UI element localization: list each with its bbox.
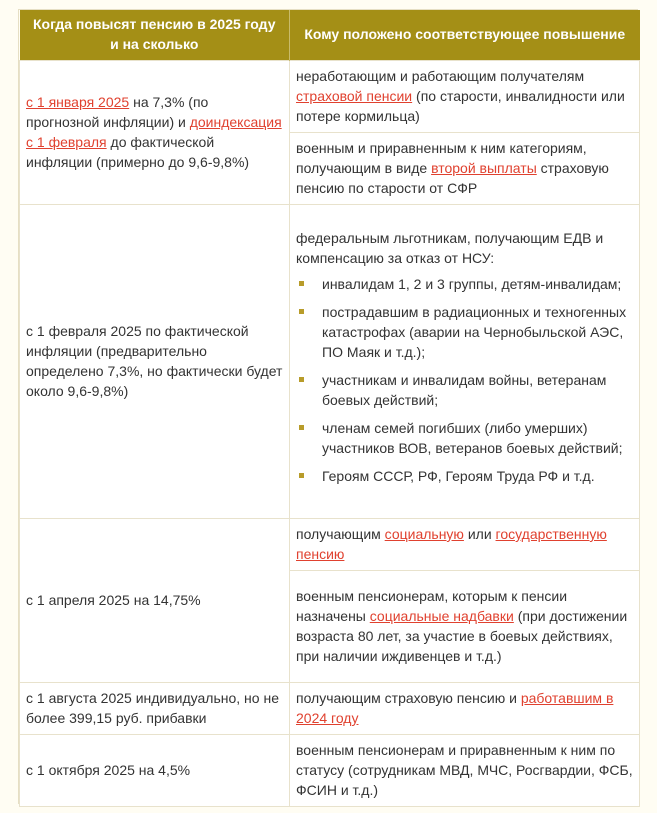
bullet-square-icon bbox=[299, 473, 304, 478]
row5-who-cell: военным пенсионерам и приравненным к ним по статусу (сотрудникам МВД, МЧС, Росгвардии, ФСБ, ФСИН и т.д.) bbox=[290, 735, 640, 807]
list-item bbox=[296, 418, 633, 458]
list-item bbox=[296, 302, 633, 362]
list-item-text: участникам и инвалидам войны, ветеранам боевых действий; bbox=[322, 372, 607, 408]
list-item bbox=[296, 370, 633, 410]
link-social-supplements[interactable]: социальные надбавки bbox=[369, 608, 514, 624]
row3-who2-text2: (при достижении возраста 80 лет, за участие в боевых действиях, при наличии иждивенцев и т.д.) bbox=[296, 608, 628, 664]
link-reindexation-feb[interactable]: доиндексация с 1 февраля bbox=[26, 114, 282, 150]
table-row bbox=[20, 61, 640, 133]
row1-who2-text2: страховую пенсию по старости от СФР bbox=[296, 160, 609, 196]
link-jan-1[interactable] bbox=[26, 94, 129, 110]
row1-who-cell-2 bbox=[290, 133, 640, 205]
row3-who-cell-2 bbox=[290, 571, 640, 683]
bullet-square-icon bbox=[299, 281, 304, 286]
pension-increase-table bbox=[19, 10, 640, 807]
list-item bbox=[296, 274, 633, 294]
header-when: Когда повысят пенсию в 2025 году и на сколько bbox=[20, 10, 290, 61]
row2-when-cell: с 1 февраля 2025 по фактической инфляции (предварительно определено 7,3%, но фактически будет около 9,6-9,8%) bbox=[20, 205, 290, 519]
beneficiaries-list bbox=[296, 274, 633, 486]
pension-table-frame bbox=[18, 9, 638, 804]
row2-who-cell bbox=[290, 205, 640, 519]
row2-who-intro: федеральным льготникам, получающим ЕДВ и компенсацию за отказ от НСУ: bbox=[296, 230, 604, 266]
link-insurance-pension[interactable]: страховой пенсии bbox=[296, 88, 413, 104]
table-row bbox=[20, 519, 640, 571]
row1-who2-text1: военным и приравненным к ним категориям, получающим в виде bbox=[296, 140, 587, 176]
row4-when-cell: с 1 августа 2025 индивидуально, но не более 399,15 руб. прибавки bbox=[20, 683, 290, 735]
link-second-payment[interactable]: второй выплаты bbox=[431, 160, 537, 176]
list-item-text: пострадавшим в радиационных и техногенных катастрофах (аварии на Чернобыльской АЭС, ПО Маяк и т.д.); bbox=[322, 304, 627, 360]
list-item-text: членам семей погибших (либо умерших) участников ВОВ, ветеранов боевых действий; bbox=[322, 420, 623, 456]
link-state-pension[interactable]: государственную пенсию bbox=[296, 526, 607, 562]
row1-who1-text2: (по старости, инвалидности или потере кормильца) bbox=[296, 88, 625, 124]
table-row bbox=[20, 205, 640, 519]
row1-when-cell bbox=[20, 61, 290, 205]
row1-who-cell-1 bbox=[290, 61, 640, 133]
row4-who-cell bbox=[290, 683, 640, 735]
bullet-square-icon bbox=[299, 309, 304, 314]
row3-who1-text2: или bbox=[463, 526, 496, 542]
row1-when-text2: до фактической инфляции (примерно до 9,6-9,8%) bbox=[26, 134, 250, 170]
link-worked-2024[interactable]: работавшим в 2024 году bbox=[296, 690, 614, 726]
table-header-row bbox=[20, 10, 640, 61]
row3-when-cell: с 1 апреля 2025 на 14,75% bbox=[20, 519, 290, 683]
bullet-square-icon bbox=[299, 377, 304, 382]
table-row bbox=[20, 683, 640, 735]
row3-who2-text1: военным пенсионерам, которым к пенсии назначены bbox=[296, 588, 568, 624]
table-row bbox=[20, 735, 640, 807]
list-item bbox=[296, 466, 633, 486]
row1-who1-text1: неработающим и работающим получателям bbox=[296, 68, 585, 84]
row3-who1-text1: получающим bbox=[296, 526, 385, 542]
list-item-text: Героям СССР, РФ, Героям Труда РФ и т.д. bbox=[322, 468, 595, 484]
row3-who-cell-1 bbox=[290, 519, 640, 571]
list-item-text: инвалидам 1, 2 и 3 группы, детям-инвалидам; bbox=[322, 276, 622, 292]
bullet-square-icon bbox=[299, 425, 304, 430]
link-jan-1-anchor[interactable]: с 1 января 2025 bbox=[26, 94, 130, 110]
row4-who-text1: получающим страховую пенсию и bbox=[296, 690, 521, 706]
link-social-pension[interactable]: социальную bbox=[384, 526, 464, 542]
row1-when-text1: на 7,3% (по прогнозной инфляции) и bbox=[26, 94, 209, 130]
header-who: Кому положено соответствующее повышение bbox=[290, 10, 640, 61]
row5-when-cell: с 1 октября 2025 на 4,5% bbox=[20, 735, 290, 807]
